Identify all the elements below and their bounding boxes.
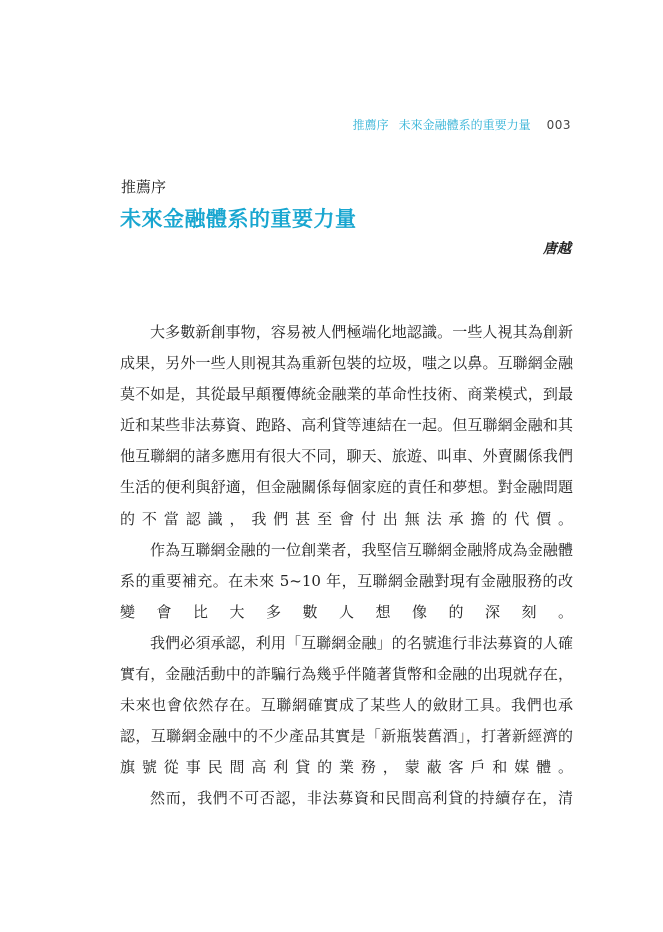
body-text	[120, 317, 573, 815]
paragraph: 然而，我們不可否認，非法募資和民間高利貸的持續存在，清	[150, 789, 573, 808]
author-name: 唐越	[543, 241, 571, 257]
page-number: 003	[546, 118, 571, 132]
section-kicker: 推薦序	[121, 178, 167, 196]
running-head	[353, 116, 571, 133]
running-head-section: 推薦序	[352, 118, 389, 132]
paragraph: 作為互聯網金融的一位創業者，我堅信互聯網金融將成為金融體系的重要補充。在未來 5~10 年，互聯網金融對現有金融服務的改變會比大多數人想像的深刻。	[120, 540, 573, 621]
paragraph: 我們必須承認，利用「互聯網金融」的名號進行非法募資的人確實有，金融活動中的詐騙行為幾乎伴隨著貨幣和金融的出現就存在，未來也會依然存在。互聯網確實成了某些人的斂財工具。我們也承認，互聯網金融中的不少產品其實是「新瓶裝舊酒」，打著新經濟的旗號從事民間高利貸的業務，蒙蔽客戶和媒體。	[120, 633, 573, 777]
page-title: 未來金融體系的重要力量	[120, 206, 357, 231]
paragraph: 大多數新創事物，容易被人們極端化地認識。一些人視其為創新成果，另外一些人則視其為重新包裝的垃圾，嗤之以鼻。互聯網金融莫不如是，其從最早顛覆傳統金融業的革命性技術、商業模式，到最近和某些非法募資、跑路、高利貸等連結在一起。但互聯網金融和其他互聯網的諸多應用有很大不同，聊天、旅遊、叫車、外賣關係我們生活的便利與舒適，但金融關係每個家庭的責任和夢想。對金融問題的不當認識，我們甚至會付出無法承擔的代價。	[120, 323, 573, 528]
running-head-title: 未來金融體系的重要力量	[398, 118, 531, 132]
